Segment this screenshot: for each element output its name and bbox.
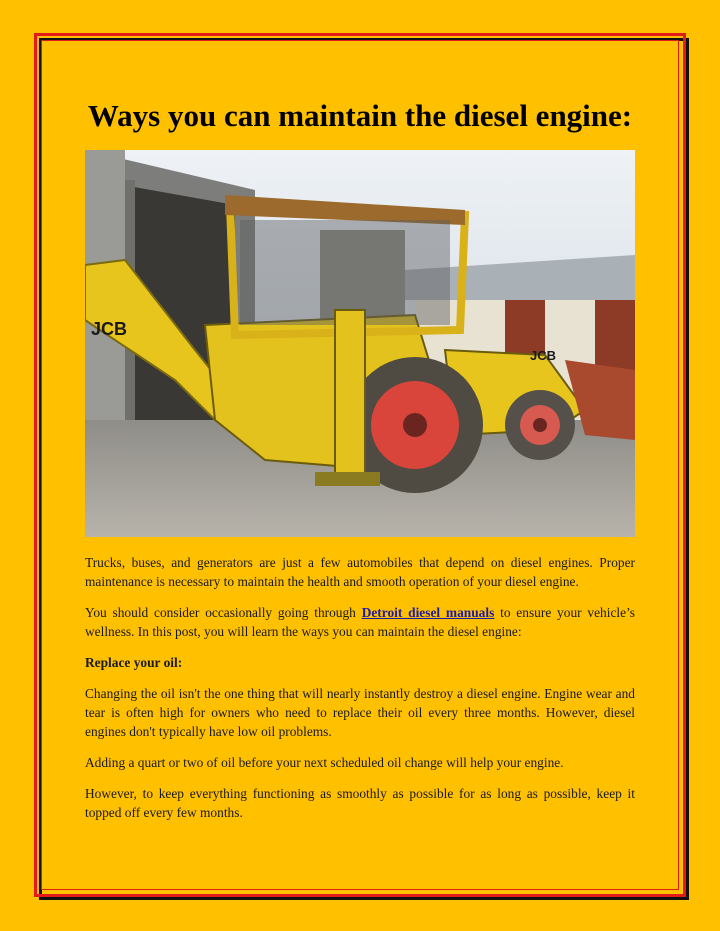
page-title: Ways you can maintain the diesel engine: <box>87 98 633 133</box>
paragraph-intro: Trucks, buses, and generators are just a few automobiles that depend on diesel engines. Proper maintenance is necessary to maintain the health and smooth operation of your diesel engine. <box>85 555 635 589</box>
backhoe-illustration <box>85 150 635 537</box>
paragraph-oil-change: Changing the oil isn't the one thing that will nearly instantly destroy a diesel engine. Engine wear and tear is often high for owners who need to replace their oil every three months. However, diesel engines don't typically have low oil problems. <box>85 686 635 739</box>
paragraph-manuals-after: to ensure your vehicle’s wellness. In this post, you will learn the ways you can maintain the diesel engine: <box>85 605 635 639</box>
article-body <box>85 553 635 834</box>
section-heading-replace-oil: Replace your oil: <box>85 655 183 670</box>
paragraph-add-quart: Adding a quart or two of oil before your next scheduled oil change will help your engine. <box>85 755 564 770</box>
paragraph-manuals-before: You should consider occasionally going through <box>85 605 362 620</box>
backhoe-photo <box>85 150 635 537</box>
detroit-diesel-manuals-link[interactable]: Detroit diesel manuals <box>361 605 495 620</box>
jcb-arm-logo: JCB <box>91 319 128 339</box>
paragraph-manuals <box>85 603 635 641</box>
jcb-hood-logo: JCB <box>530 348 557 363</box>
paragraph-topped-off: However, to keep everything functioning as smoothly as possible for as long as possible, keep it topped off every few months. <box>85 786 635 820</box>
